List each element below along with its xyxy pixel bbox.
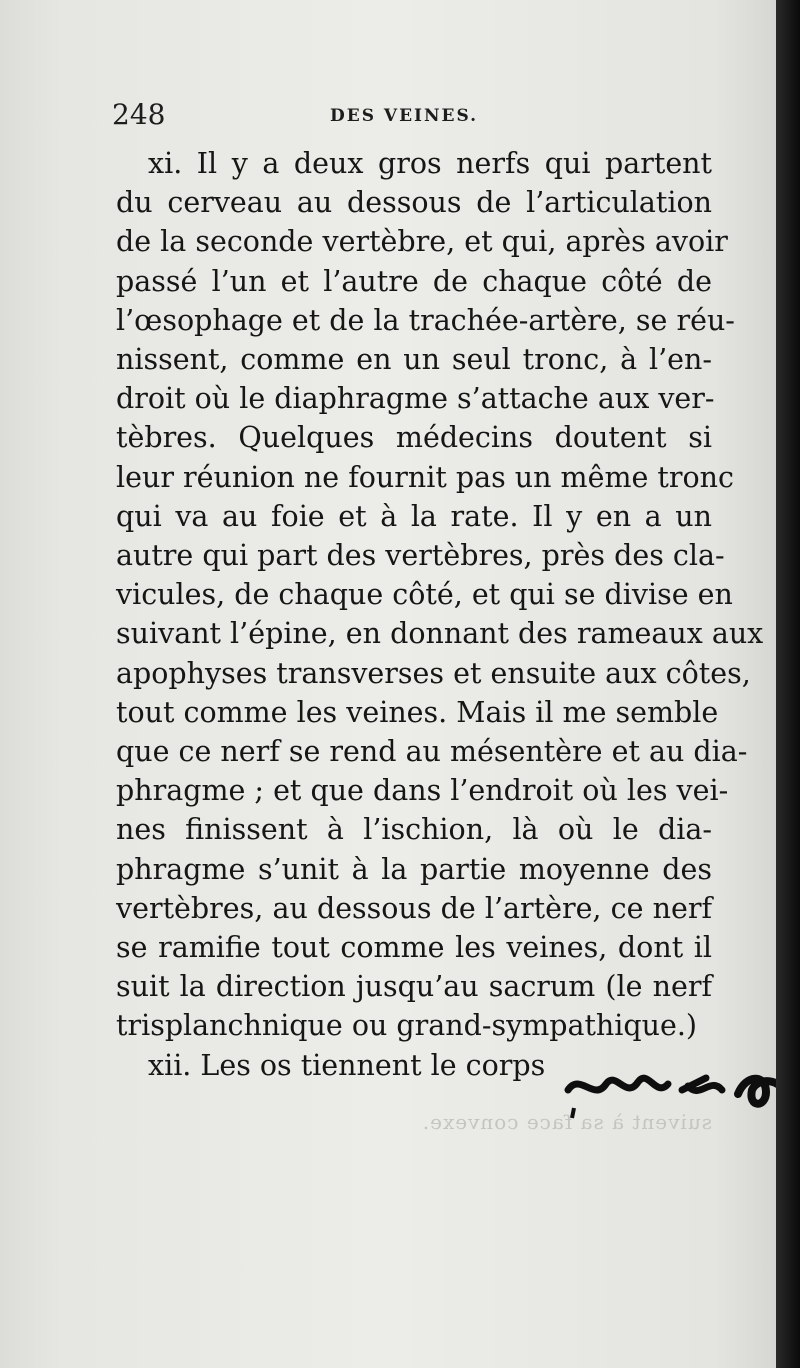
text-line: suivant l’épine, en donnant des rameaux aux [116,617,764,651]
text-line: tout comme les veines. Mais il me semble [116,695,719,729]
text-line: suit la direction jusqu’au sacrum (le nerf [116,970,712,1004]
text-line: passé l’un et l’autre de chaque côté de [116,264,712,298]
text-line: nes finissent à l’ischion, là où le dia- [116,813,712,847]
running-head [110,98,720,138]
text-line: autre qui part des vertèbres, près des cla- [116,539,725,573]
text-line: que ce nerf se rend au mésentère et au dia- [116,735,748,769]
bleed-through-text: suivent à sa face convexe. [421,1110,712,1134]
text-line: de la seconde vertèbre, et qui, après avoir [116,225,728,259]
header-title: DES VEINES. [330,106,479,126]
text-line: xi. Il y a deux gros nerfs qui partent [148,147,712,180]
text-line: xii. Les os tiennent le corps [148,1048,546,1082]
text-line: vertèbres, au dessous de l’artère, ce nerf [116,891,712,925]
page-number: 248 [112,98,166,131]
text-line: du cerveau au dessous de l’articulation [116,186,712,220]
text-line: leur réunion ne fournit pas un même tronc [116,460,734,494]
text-line: droit où le diaphragme s’attache aux ver- [116,382,715,416]
text-line: trisplanchnique ou grand-sympathique.) [116,1009,698,1043]
text-line: phragme ; et que dans l’endroit où les vei- [116,774,729,808]
scan-edge [776,0,800,1368]
text-line: se ramifie tout comme les veines, dont il [116,931,712,965]
text-line: apophyses transverses et ensuite aux côtes, [116,656,751,690]
text-line: tèbres. Quelques médecins doutent si [116,421,712,455]
text-line: phragme s’unit à la partie moyenne des [116,852,712,886]
text-line: nissent, comme en un seul tronc, à l’en- [116,343,712,377]
body-text [116,144,764,1085]
text-line: vicules, de chaque côté, et qui se divise en [116,578,733,612]
text-line: qui va au foie et à la rate. Il y en a un [116,499,712,533]
text-line: l’œsophage et de la trachée-artère, se réu- [116,303,735,337]
